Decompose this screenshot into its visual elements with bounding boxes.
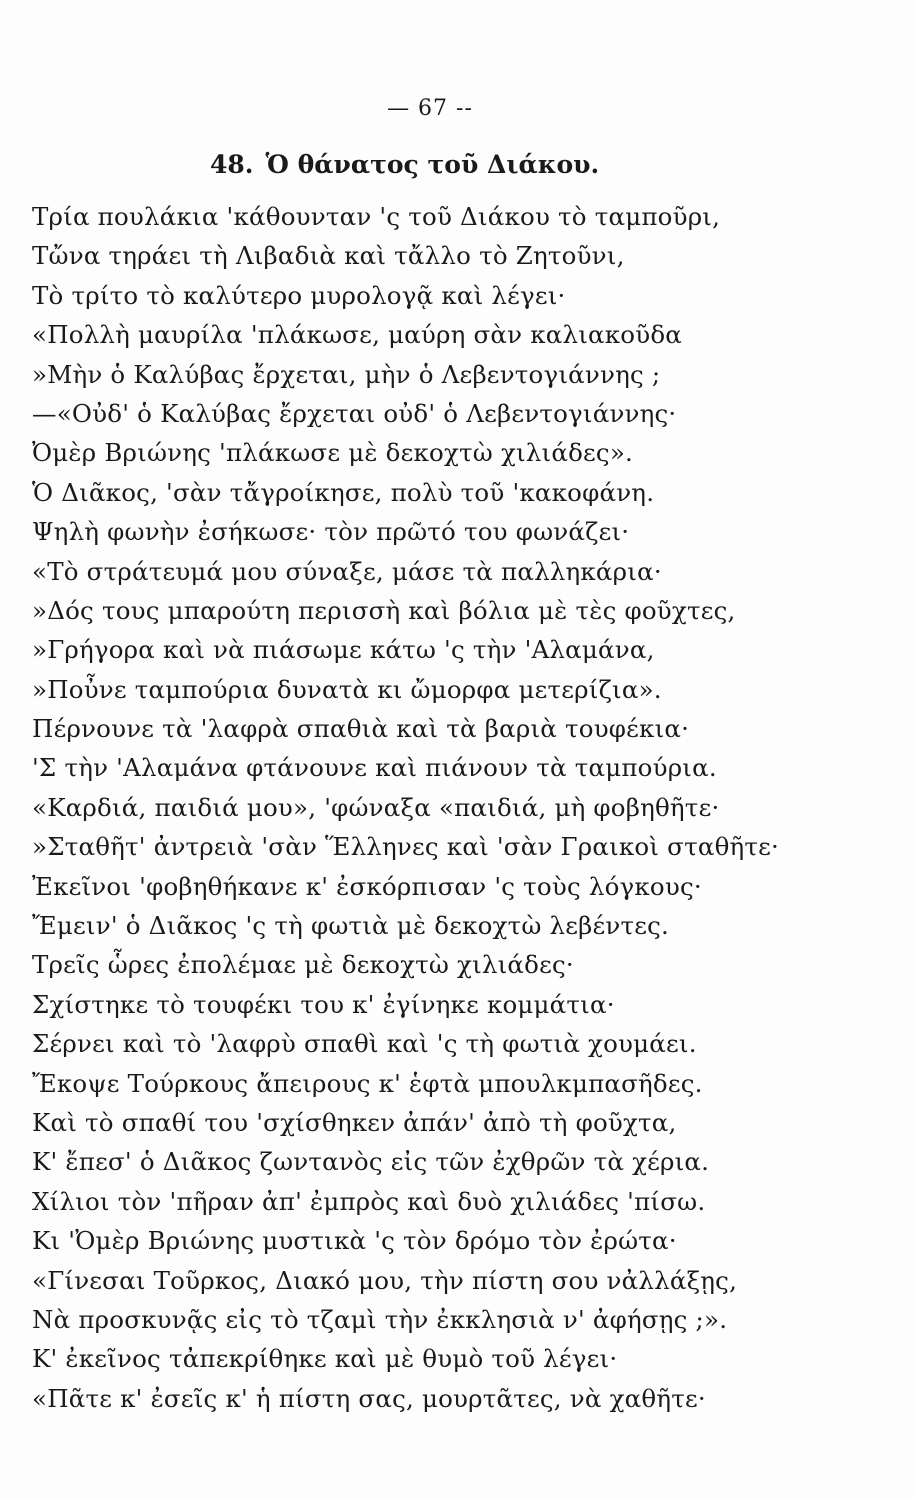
poem-line: »Γρήγορα καὶ νὰ πιάσωμε κάτω 'ς τὴν 'Αλαμάνα,	[32, 635, 655, 665]
poem-line: «Πολλὴ μαυρίλα 'πλάκωσε, μαύρη σὰν καλιακοῦδα	[32, 320, 683, 350]
page-number: — 67 --	[387, 96, 473, 121]
poem-line: »Ποὖνε ταμπούρια δυνατὰ κι ὤμορφα μετερίζια».	[32, 674, 662, 704]
poem-line: Ἐκεῖνοι 'φοβηθήκανε κ' ἐσκόρπισαν 'ς τοὺς λόγκους·	[32, 871, 702, 901]
poem-line: Χίλιοι τὸν 'πῆραν ἀπ' ἐμπρὸς καὶ δυὸ χιλιάδες 'πίσω.	[32, 1186, 706, 1216]
poem-line: —«Οὐδ' ὁ Καλύβας ἔρχεται οὐδ' ὁ Λεβεντογιάννης·	[32, 398, 677, 428]
poem-line: «Καρδιά, παιδιά μου», 'φώναξα «παιδιά, μὴ φοβηθῆτε·	[32, 792, 720, 822]
poem-line: Καὶ τὸ σπαθί του 'σχίσθηκεν ἀπάν' ἀπὸ τὴ φοῦχτα,	[32, 1107, 677, 1137]
poem-line: Σέρνει καὶ τὸ 'λαφρὺ σπαθὶ καὶ 'ς τὴ φωτιὰ χουμάει.	[32, 1029, 697, 1059]
poem-line: Τρεῖς ὧρες ἐπολέμαε μὲ δεκοχτὼ χιλιάδες·	[32, 950, 574, 980]
poem-line: Κ' ἔπεσ' ὁ Διᾶκος ζωντανὸς εἰς τῶν ἐχθρῶν τὰ χέρια.	[32, 1147, 710, 1177]
poem-line: Τὸ τρίτο τὸ καλύτερο μυρολογᾷ καὶ λέγει·	[32, 280, 566, 310]
poem-line: Ὁ Διᾶκος, 'σὰν τἄγροίκησε, πολὺ τοῦ 'κακοφάνη.	[32, 477, 655, 507]
poem-line: «Γίνεσαι Τοῦρκος, Διακό μου, τὴν πίστη σου νἀλλάξῃς,	[32, 1265, 738, 1295]
poem-line: «Τὸ στράτευμά μου σύναξε, μάσε τὰ παλληκάρια·	[32, 556, 662, 586]
poem-line: Ὀμὲρ Βριώνης 'πλάκωσε μὲ δεκοχτὼ χιλιάδες».	[32, 438, 634, 468]
poem-line: Κι 'Ὀμὲρ Βριώνης μυστικὰ 'ς τὸν δρόμο τὸν ἐρώτα·	[32, 1226, 677, 1256]
poem-title-text: Ὁ θάνατος τοῦ Διάκου.	[265, 150, 600, 179]
poem-line: Κ' ἐκεῖνος τἀπεκρίθηκε καὶ μὲ θυμὸ τοῦ λέγει·	[32, 1344, 618, 1374]
poem-line: Ψηλὴ φωνὴν ἐσήκωσε· τὸν πρῶτό του φωνάζει·	[32, 517, 630, 547]
poem-line: Ἔκοψε Τούρκους ἄπειρους κ' ἑφτὰ μπουλκμπασῆδες.	[32, 1068, 703, 1098]
poem-line: »Μὴν ὁ Καλύβας ἔρχεται, μὴν ὁ Λεβεντογιάννης ;	[32, 359, 661, 389]
poem-line: Τὤνα τηράει τὴ Λιβαδιὰ καὶ τἄλλο τὸ Ζητοῦνι,	[32, 241, 625, 271]
poem-line: Τρία πουλάκια 'κάθουνταν 'ς τοῦ Διάκου τὸ ταμποῦρι,	[32, 202, 721, 231]
poem-line: Πέρνουνε τὰ 'λαφρὰ σπαθιὰ καὶ τὰ βαριὰ τουφέκια·	[32, 714, 690, 744]
poem-line: Νὰ προσκυνᾷς εἰς τὸ τζαμὶ τὴν ἐκκλησιὰ ν' ἀφήσῃς ;».	[32, 1304, 728, 1334]
poem-line: Σχίστηκε τὸ τουφέκι του κ' ἐγίνηκε κομμάτια·	[32, 989, 615, 1019]
poem-number: 48.	[210, 150, 254, 179]
poem-line: »Σταθῆτ' ἀντρειὰ 'σὰν Ἕλληνες καὶ 'σὰν Γραικοὶ σταθῆτε·	[32, 832, 780, 862]
poem-title	[210, 150, 599, 179]
poem-line: «Πᾶτε κ' ἐσεῖς κ' ἡ πίστη σας, μουρτᾶτες, νὰ χαθῆτε·	[32, 1383, 706, 1413]
poem-line: »Δός τους μπαρούτη περισσὴ καὶ βόλια μὲ τὲς φοῦχτες,	[32, 595, 736, 625]
poem-body	[32, 197, 902, 1418]
poem-line: Ἔμειν' ὁ Διᾶκος 'ς τὴ φωτιὰ μὲ δεκοχτὼ λεβέντες.	[32, 911, 670, 941]
poem-line: 'Σ τὴν 'Αλαμάνα φτάνουνε καὶ πιάνουν τὰ ταμπούρια.	[32, 753, 717, 783]
